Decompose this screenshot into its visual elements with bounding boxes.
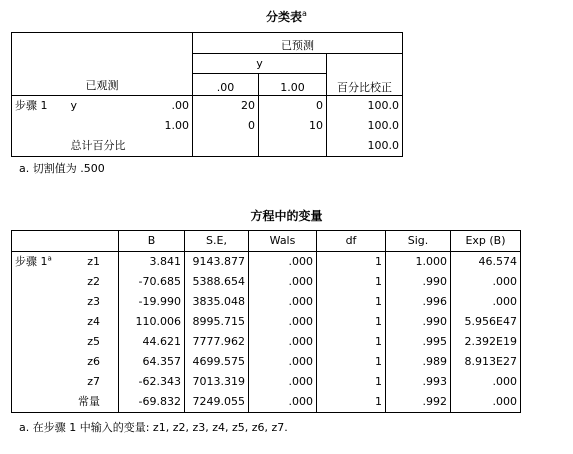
overall-pct-value: 100.0 (327, 136, 403, 157)
cell-b: -62.343 (119, 372, 185, 392)
variable-name: 常量 (72, 392, 119, 413)
empty-cell (193, 136, 259, 157)
variable-name: z2 (87, 275, 100, 288)
variables-table (11, 230, 521, 413)
header-se: S.E, (185, 231, 249, 252)
empty-cell (12, 352, 72, 372)
empty-cell (12, 312, 72, 332)
cell-se: 3835.048 (185, 292, 249, 312)
cell-se: 4699.575 (185, 352, 249, 372)
empty-cell (259, 136, 327, 157)
cell-wals: .000 (249, 372, 317, 392)
step-label-sup: a (47, 254, 52, 263)
cell-sig: .993 (386, 372, 451, 392)
cell-b: 3.841 (119, 252, 185, 273)
step-label (12, 252, 72, 273)
empty-cell (12, 372, 72, 392)
cell-se: 7249.055 (185, 392, 249, 413)
header-wals: Wals (249, 231, 317, 252)
cell-sig: .996 (386, 292, 451, 312)
overall-pct-label: 总计百分比 (68, 136, 193, 157)
table-row (12, 392, 521, 413)
step-label: 步骤 1 (12, 96, 68, 117)
cell-df: 1 (317, 392, 386, 413)
empty-cell (12, 332, 72, 352)
empty-cell (12, 292, 72, 312)
cell-df: 1 (317, 352, 386, 372)
cell-expb: 5.956E47 (451, 312, 521, 332)
cell-b: -70.685 (119, 272, 185, 292)
row-0-c1: 0 (259, 96, 327, 117)
variables-footnote: a. 在步骤 1 中输入的变量: z1, z2, z3, z4, z5, z6, z7. (19, 421, 288, 434)
cell-expb: .000 (451, 372, 521, 392)
classification-footnote: a. 切割值为 .500 (19, 162, 105, 175)
col-0-header: .00 (193, 74, 259, 96)
row-1-c0: 0 (193, 116, 259, 136)
cell-df: 1 (317, 272, 386, 292)
col-1-header: 1.00 (259, 74, 327, 96)
empty-cell (12, 272, 72, 292)
cell-se: 5388.654 (185, 272, 249, 292)
cell-df: 1 (317, 292, 386, 312)
table-row (12, 252, 521, 273)
header-b: B (119, 231, 185, 252)
table-row (12, 272, 521, 292)
row-1-c1: 10 (259, 116, 327, 136)
step-label-text: 步骤 1 (15, 255, 48, 268)
classification-title: 分类表$^a$ (266, 9, 307, 24)
cell-wals: .000 (249, 352, 317, 372)
cell-b: 64.357 (119, 352, 185, 372)
cell-sig: .992 (386, 392, 451, 413)
row-1-pct: 100.0 (327, 116, 403, 136)
cell-expb: 8.913E27 (451, 352, 521, 372)
cell-wals: .000 (249, 252, 317, 273)
variable-name: z3 (87, 295, 100, 308)
corner-cell (12, 231, 119, 252)
variable-name: z5 (87, 335, 100, 348)
cell-df: 1 (317, 332, 386, 352)
y-header: y (193, 54, 327, 74)
variable-name: z1 (72, 252, 119, 273)
y-row-label: y (70, 99, 78, 112)
variable-name: z6 (87, 355, 100, 368)
empty-cell (68, 116, 138, 136)
cell-wals: .000 (249, 312, 317, 332)
cell-wals: .000 (249, 272, 317, 292)
cell-se: 7777.962 (185, 332, 249, 352)
empty-cell (12, 392, 72, 413)
table-row (12, 352, 521, 372)
cell-expb: 46.574 (451, 252, 521, 273)
cell-df: 1 (317, 372, 386, 392)
observed-header-cell (12, 33, 193, 96)
variable-name: z7 (87, 375, 100, 388)
y-row-cell (68, 96, 138, 117)
empty-cell (12, 136, 68, 157)
cell-b: -69.832 (119, 392, 185, 413)
cell-se: 8995.715 (185, 312, 249, 332)
cell-expb: 2.392E19 (451, 332, 521, 352)
variable-name: z4 (87, 315, 100, 328)
table-row (12, 332, 521, 352)
header-expb: Exp (B) (451, 231, 521, 252)
classification-table (11, 32, 403, 157)
row-0-c0: 20 (193, 96, 259, 117)
table-row (12, 372, 521, 392)
cell-se: 7013.319 (185, 372, 249, 392)
cell-expb: .000 (451, 272, 521, 292)
cell-wals: .000 (249, 392, 317, 413)
table-row (12, 312, 521, 332)
cell-df: 1 (317, 252, 386, 273)
variables-title: 方程中的变量 (250, 209, 323, 223)
row-0-pct: 100.0 (327, 96, 403, 117)
cell-b: 110.006 (119, 312, 185, 332)
cell-se: 9143.877 (185, 252, 249, 273)
cell-expb: .000 (451, 392, 521, 413)
cell-wals: .000 (249, 332, 317, 352)
cell-b: -19.990 (119, 292, 185, 312)
cell-expb: .000 (451, 292, 521, 312)
pct-correct-header: 百分比校正 (327, 54, 403, 96)
cell-wals: .000 (249, 292, 317, 312)
row-0-category: .00 (138, 96, 193, 117)
cell-sig: .990 (386, 312, 451, 332)
cell-sig: .995 (386, 332, 451, 352)
cell-sig: 1.000 (386, 252, 451, 273)
cell-sig: .989 (386, 352, 451, 372)
cell-df: 1 (317, 312, 386, 332)
header-sig: Sig. (386, 231, 451, 252)
header-df: df (317, 231, 386, 252)
cell-sig: .990 (386, 272, 451, 292)
observed-header: 已观测 (85, 79, 119, 92)
table-row (12, 292, 521, 312)
empty-cell (12, 116, 68, 136)
cell-b: 44.621 (119, 332, 185, 352)
predicted-header: 已预测 (193, 33, 403, 54)
row-1-category: 1.00 (164, 119, 190, 132)
